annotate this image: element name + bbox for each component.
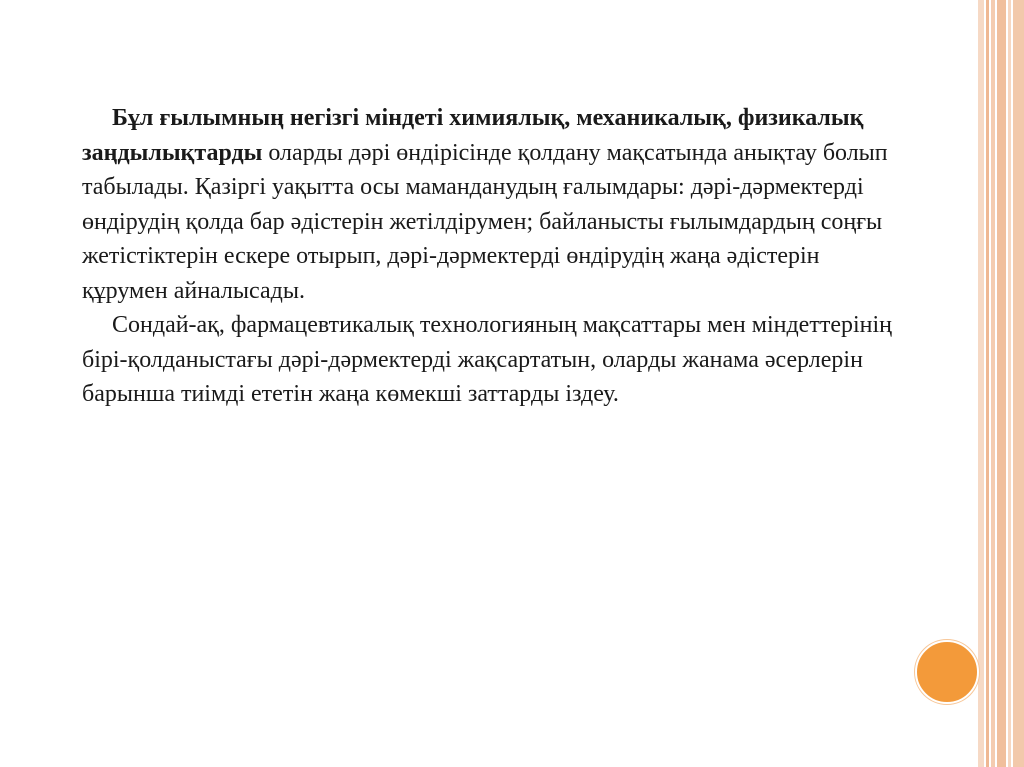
stripe <box>978 0 984 767</box>
paragraph-2 <box>82 308 894 412</box>
stripe <box>991 0 995 767</box>
stripe <box>1013 0 1024 767</box>
stripe <box>997 0 1006 767</box>
stripe <box>1008 0 1011 767</box>
decorative-stripes <box>978 0 1024 767</box>
orange-circle-decoration <box>915 640 979 704</box>
paragraph-1-bold-text: Бұл ғылымның негізгі міндеті химиялық, механикалық, физикалық заңдылықтарды <box>82 105 864 166</box>
paragraph-1-text: оларды дәрі өндірісінде қолдану мақсатында анықтау болып табылады. Қазіргі уақытта осы мамандaнудың ғалымдары: дәрі-дәрмектерді өндірудің қолда бар әдістерін жетілдірумен; байланысты ғылымдардың соңғы жетістіктерін ескере отырып, дәрі-дәрмектерді өндірудің жаңа әдістерін құрумен айналысады. <box>82 139 888 304</box>
slide-body-text <box>82 101 894 412</box>
stripe <box>986 0 989 767</box>
paragraph-2-text: Сондай-ақ, фармацевтикалық технологияның мақсаттары мен міндеттерінің бірі-қолданыстағы дәрі-дәрмектерді жақсартатын, оларды жанама әсерлерін барынша тиімді ететін жаңа көмекші заттарды іздеу. <box>82 312 892 407</box>
paragraph-1 <box>82 101 894 308</box>
